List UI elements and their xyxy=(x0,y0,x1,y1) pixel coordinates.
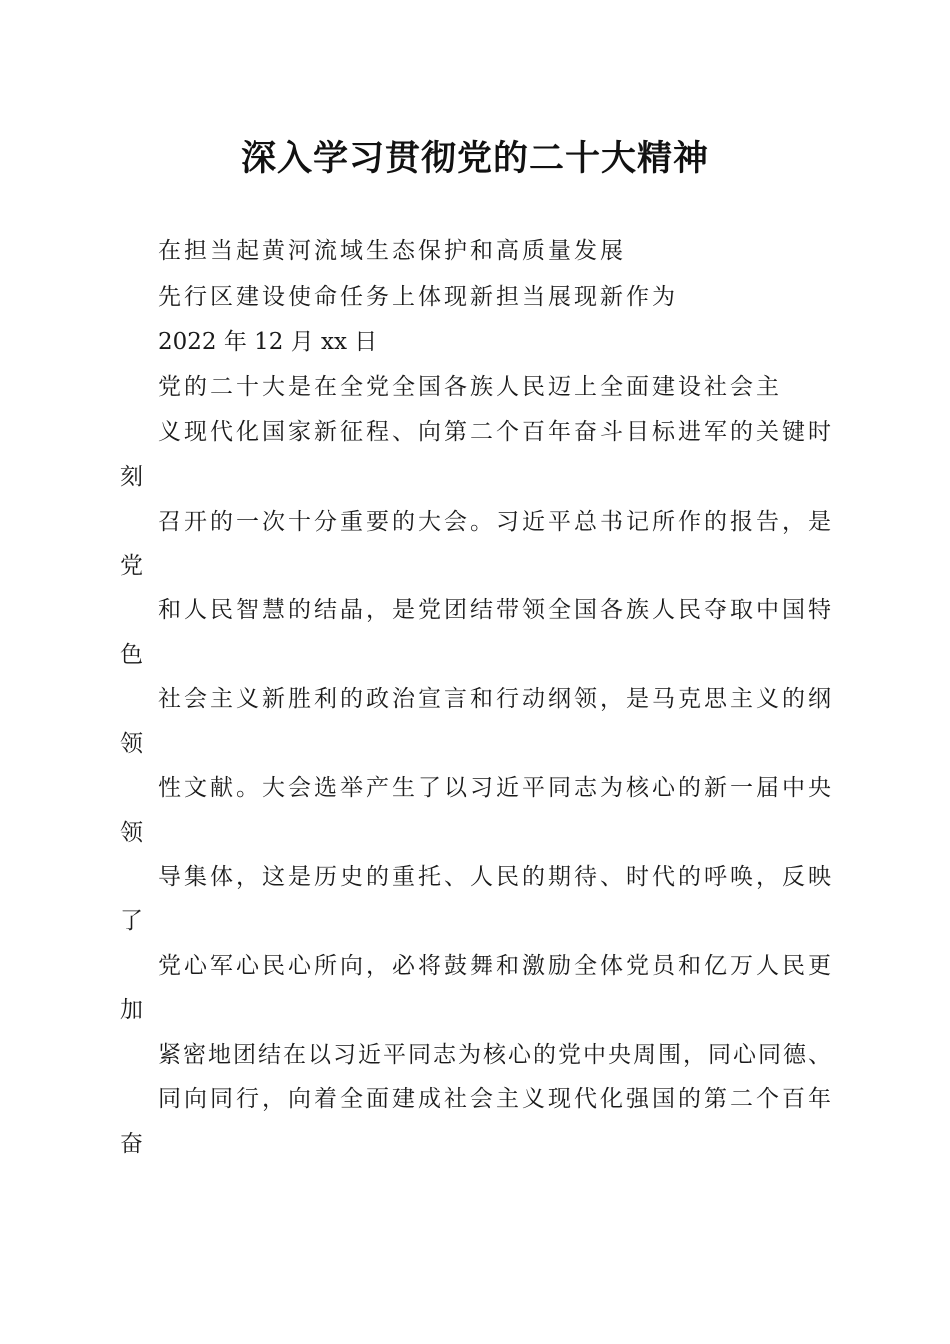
body-line-6: 性文献。大会选举产生了以习近平同志为核心的新一届中央 xyxy=(158,775,834,801)
body-line-4-wrap: 色 xyxy=(120,642,143,668)
document-title: 深入学习贯彻党的二十大精神 xyxy=(240,138,709,179)
body-line-2: 义现代化国家新征程、向第二个百年奋斗目标进军的关键时 xyxy=(158,419,834,445)
body-line-6-wrap: 领 xyxy=(120,820,143,846)
body-line-2-wrap: 刻 xyxy=(120,464,143,490)
subtitle-line-1: 在担当起黄河流域生态保护和高质量发展 xyxy=(158,238,626,264)
body-line-7: 导集体，这是历史的重托、人民的期待、时代的呼唤，反映 xyxy=(158,864,834,890)
body-line-1: 党的二十大是在全党全国各族人民迈上全面建设社会主 xyxy=(158,374,782,400)
body-line-3: 召开的一次十分重要的大会。习近平总书记所作的报告，是 xyxy=(158,509,834,535)
body-line-8-wrap: 加 xyxy=(120,997,143,1023)
subtitle-line-2: 先行区建设使命任务上体现新担当展现新作为 xyxy=(158,284,678,310)
body-line-9: 紧密地团结在以习近平同志为核心的党中央周围，同心同德、 xyxy=(158,1042,833,1068)
body-line-3-wrap: 党 xyxy=(120,553,143,579)
body-line-7-wrap: 了 xyxy=(120,908,143,934)
body-line-4: 和人民智慧的结晶，是党团结带领全国各族人民夺取中国特 xyxy=(158,597,834,623)
body-line-8: 党心军心民心所向，必将鼓舞和激励全体党员和亿万人民更 xyxy=(158,953,834,979)
document-date: 2022 年 12 月 xx 日 xyxy=(158,329,378,355)
body-line-10: 同向同行，向着全面建成社会主义现代化强国的第二个百年 xyxy=(158,1086,834,1112)
body-line-10-wrap: 奋 xyxy=(120,1131,143,1157)
body-line-5: 社会主义新胜利的政治宣言和行动纲领，是马克思主义的纲 xyxy=(158,686,834,712)
body-line-5-wrap: 领 xyxy=(120,731,143,757)
